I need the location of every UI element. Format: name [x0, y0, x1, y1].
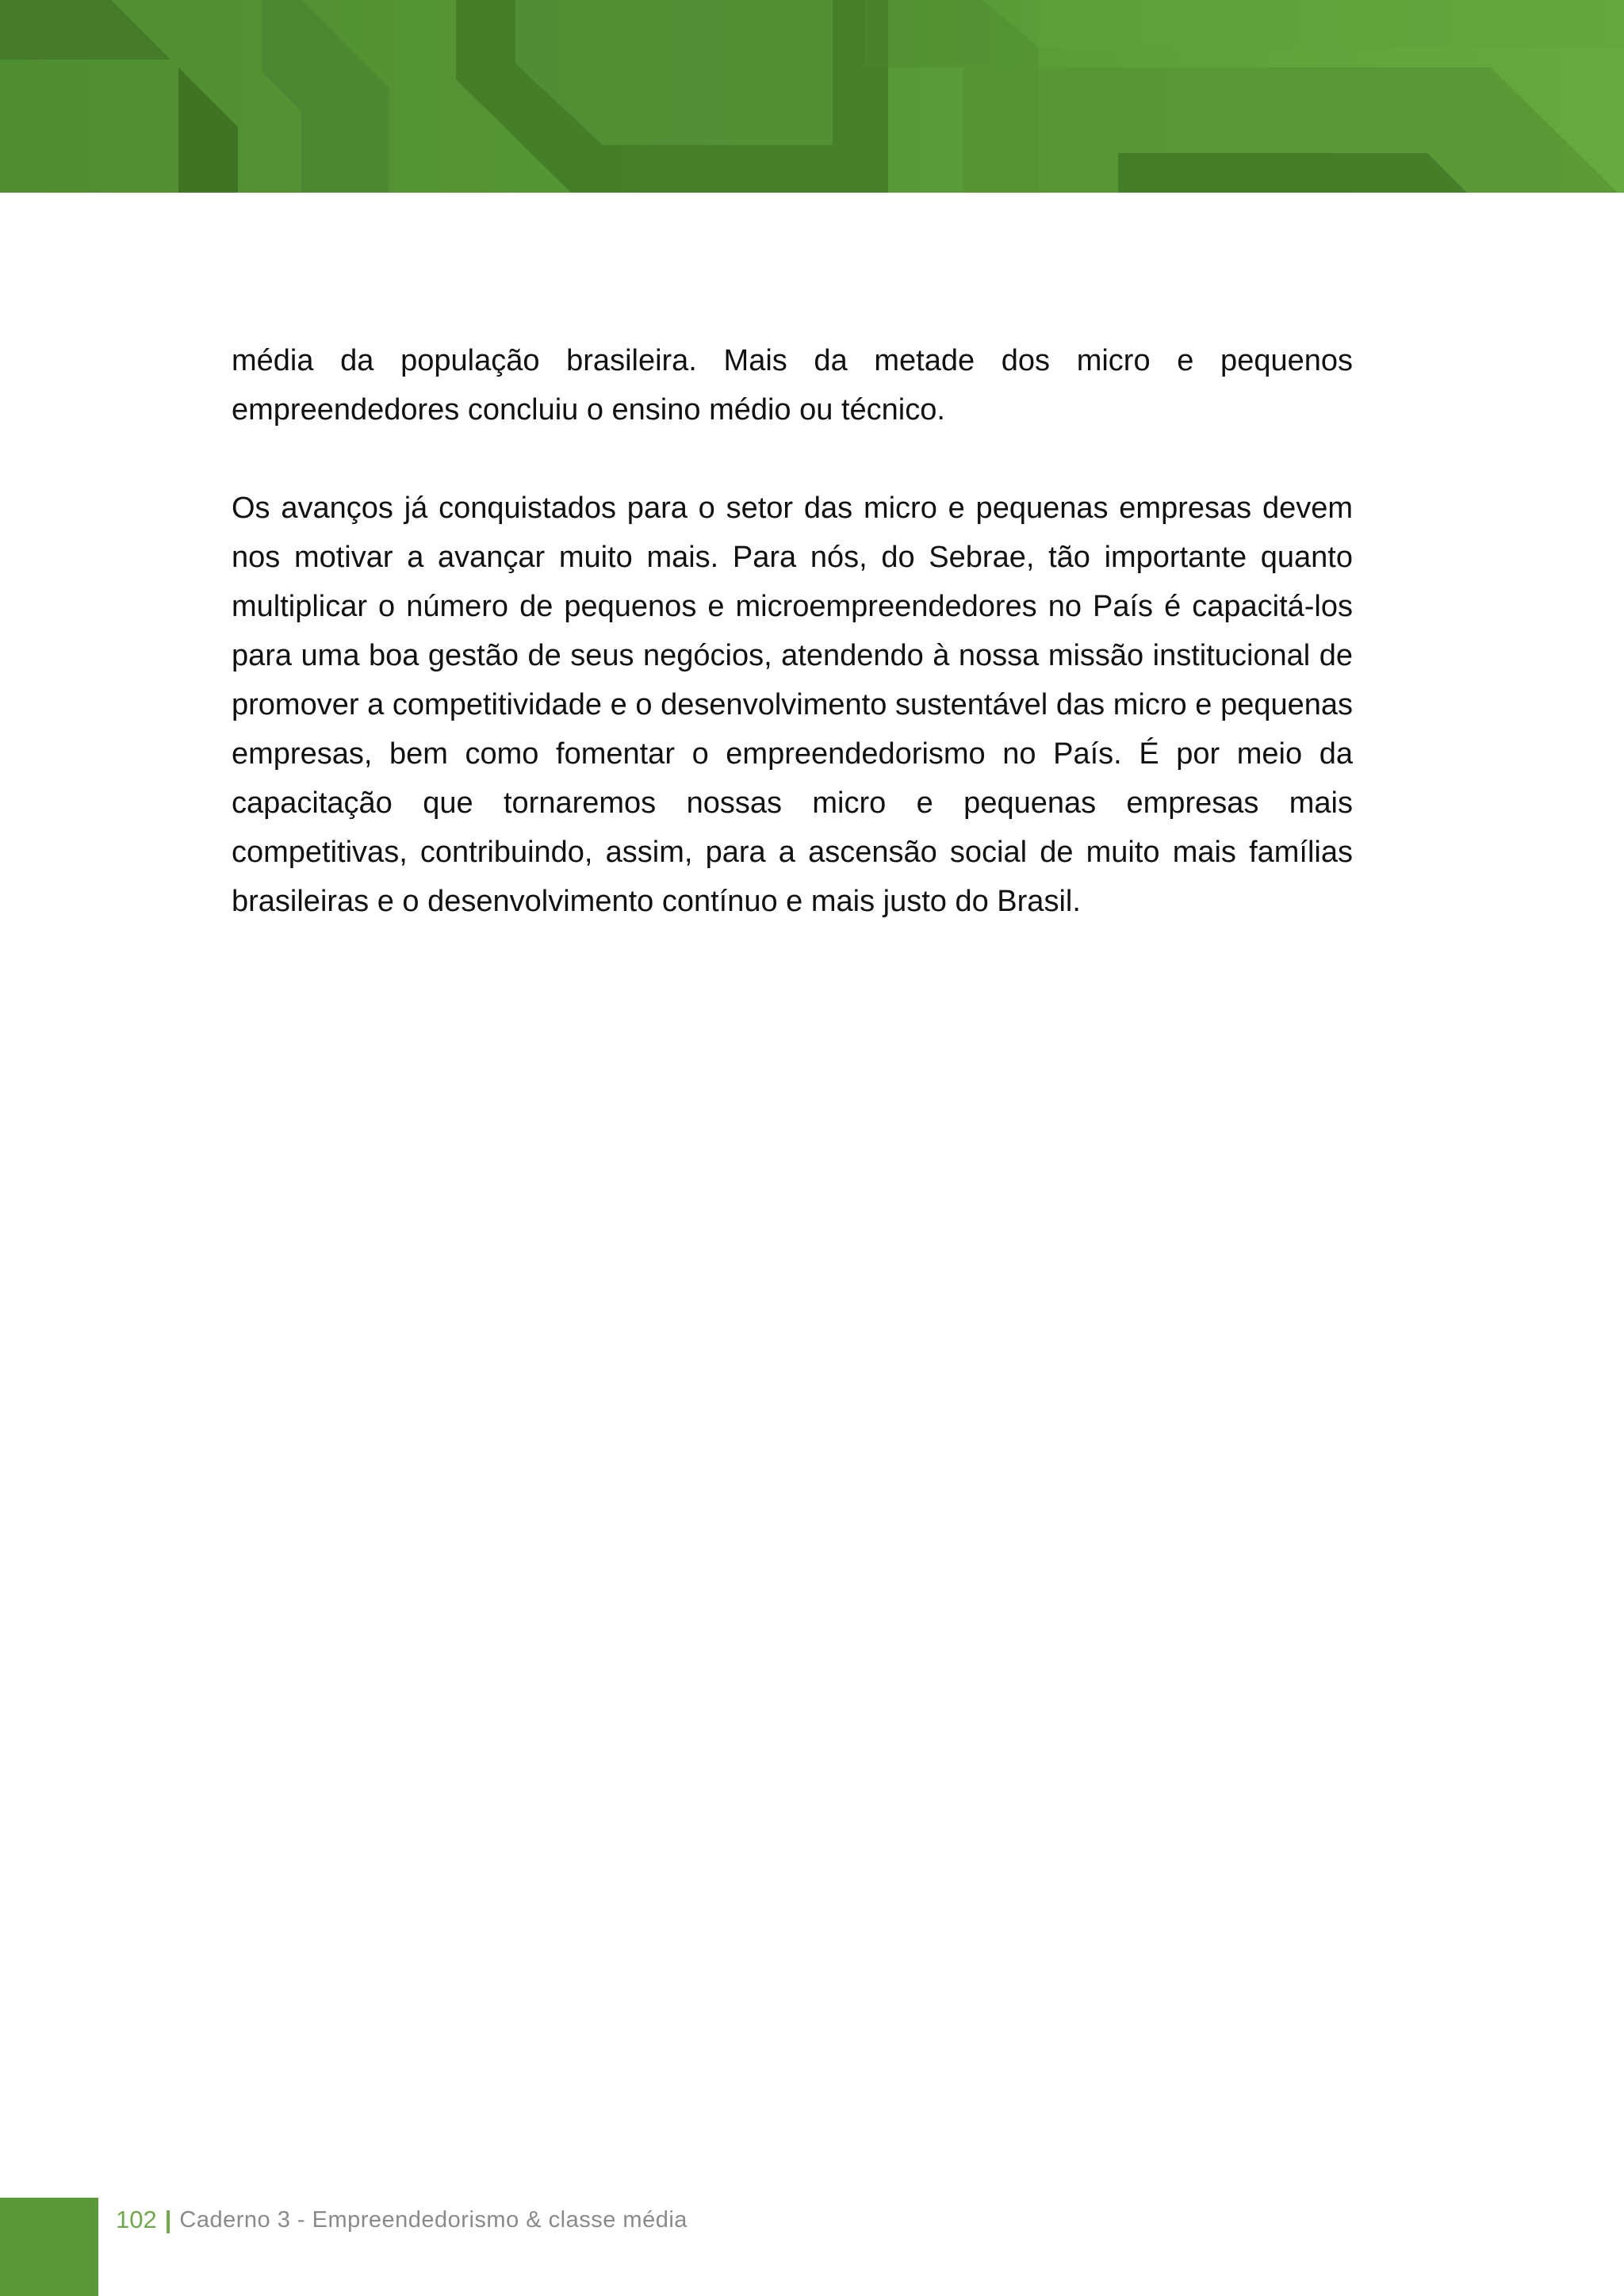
footer-publication-title: Caderno 3 - Empreendedorismo & classe média	[179, 2206, 688, 2233]
page-number: 102	[116, 2206, 157, 2233]
page-footer	[116, 2202, 688, 2237]
main-text-body	[232, 336, 1353, 975]
footer-accent-block	[0, 2198, 98, 2296]
body-paragraph-2: Os avanços já conquistados para o setor das micro e pequenas empresas devem nos motivar a avançar muito mais. Para nós, do Sebrae, tão importante quanto multiplicar o número de pequenos e microempreendedores no País é capacitá-los para uma boa gestão de seus negócios, atendendo à nossa missão institucional de promover a competitividade e o desenvolvimento sustentável das micro e pequenas empresas, bem como fomentar o empreendedorismo no País. É por meio da capacitação que tornaremos nossas micro e pequenas empresas mais competitivas, contribuindo, assim, para a ascensão social de muito mais famílias brasileiras e o desenvolvimento contínuo e mais justo do Brasil.	[232, 492, 1353, 918]
footer-separator: |	[164, 2206, 172, 2233]
header-pattern-graphic	[0, 0, 1624, 193]
header-decorative-band	[0, 0, 1624, 193]
body-paragraph-1: média da população brasileira. Mais da metade dos micro e pequenos empreendedores concluiu o ensino médio ou técnico.	[232, 344, 1353, 427]
